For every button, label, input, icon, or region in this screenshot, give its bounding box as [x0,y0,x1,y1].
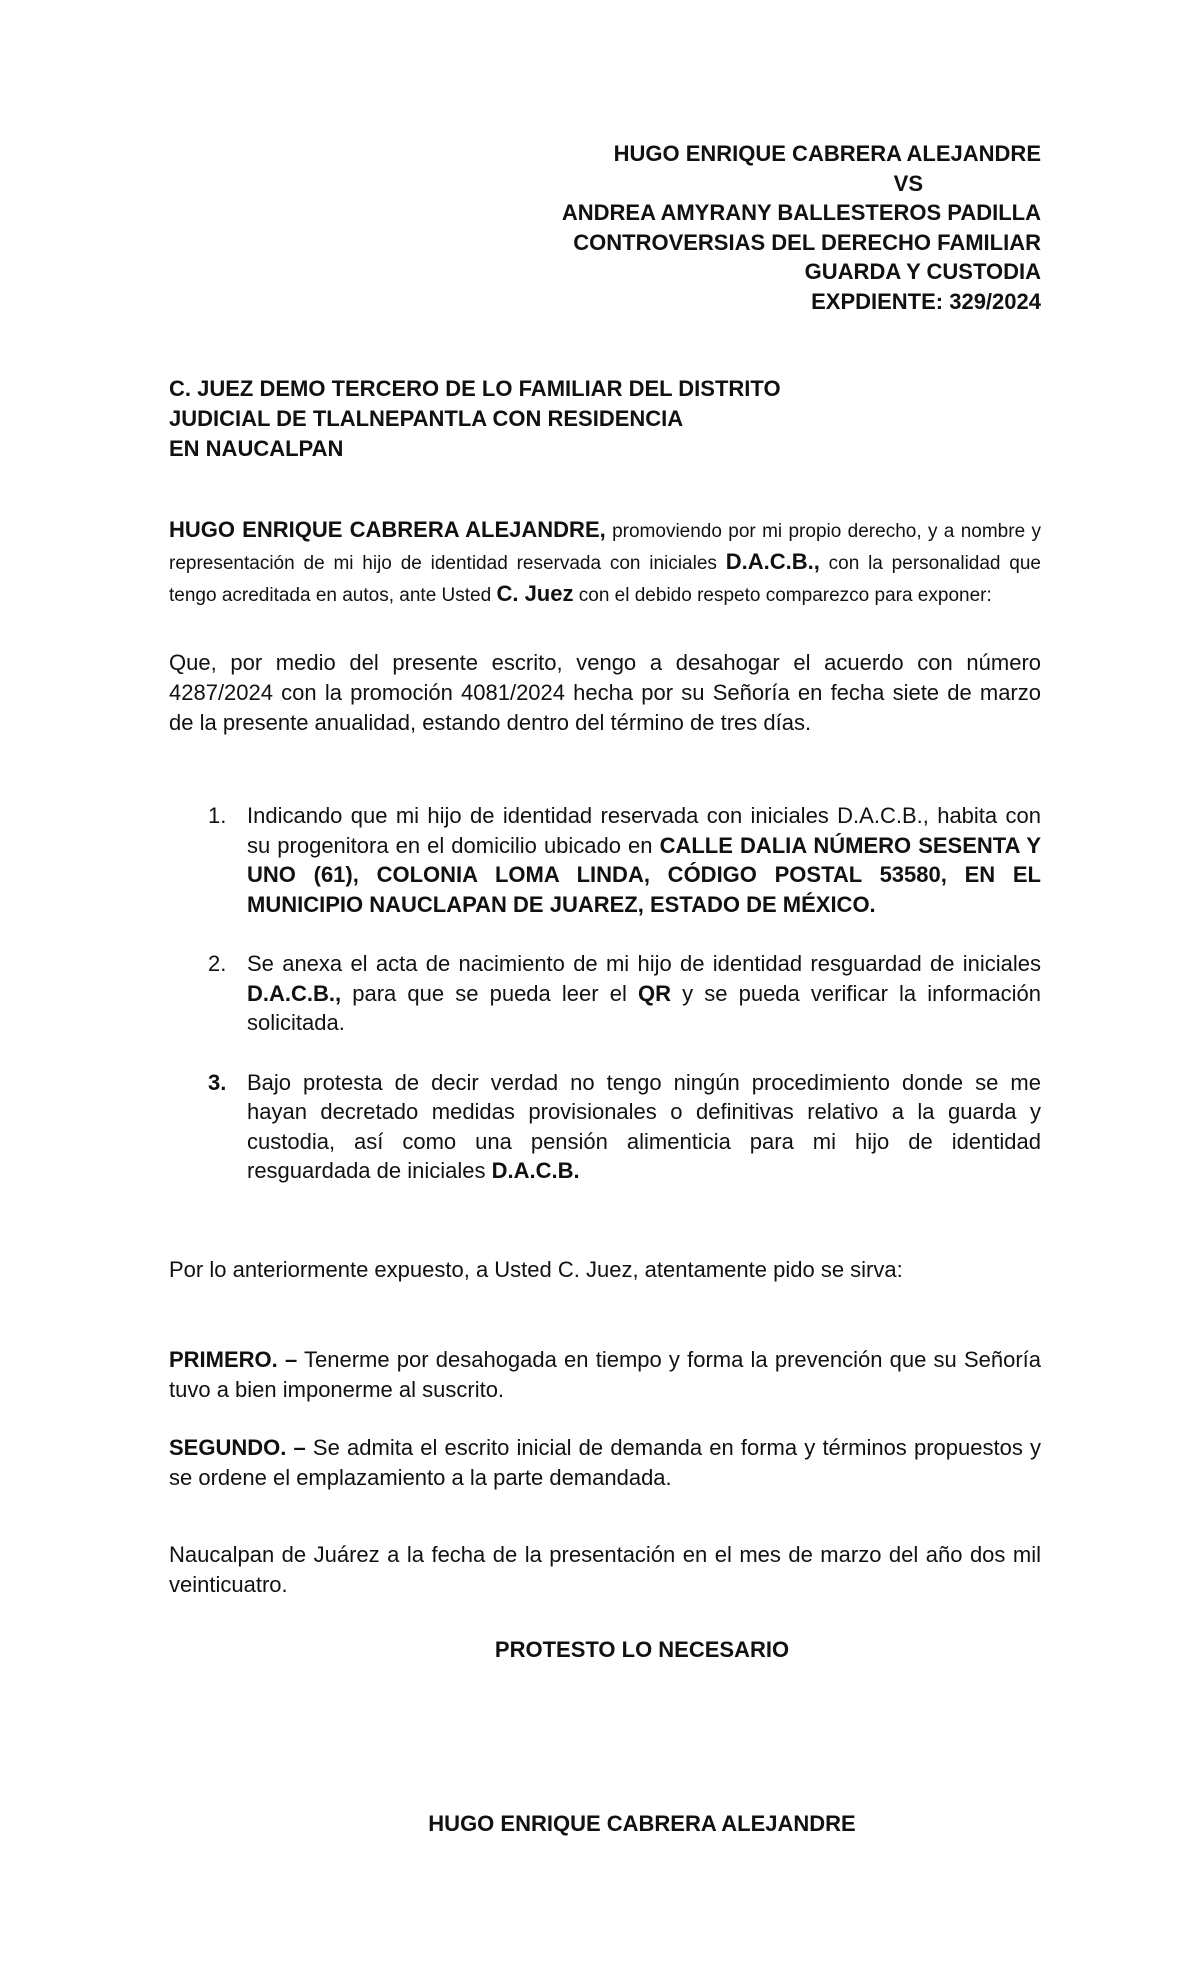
list-item-2-initials: D.A.C.B., [247,980,342,1006]
defendant-name: ANDREA AMYRANY BALLESTEROS PADILLA [561,200,1041,225]
petition-primero [169,1345,1041,1405]
closing-place-date: Naucalpan de Juárez a la fecha de la presentación en el mes de marzo del año dos mil veinticuatro. [169,1542,1041,1597]
list-item-2-qr: QR [637,980,671,1006]
list-item-1 [200,801,1041,919]
court-addressee [169,374,869,464]
case-type: CONTROVERSIAS DEL DERECHO FAMILIAR [573,229,1041,255]
addressee-line-3: EN NAUCALPAN [169,436,344,461]
list-item-2 [200,949,1041,1038]
primero-text: Tenerme por desahogada en tiempo y forma la prevención que su Señoría tuvo a bien imponerme al suscrito. [169,1347,1041,1402]
list-item-3-initials: D.A.C.B. [491,1158,580,1183]
case-header [341,139,1041,316]
segundo-text: Se admita el escrito inicial de demanda en forma y términos propuestos y se ordene el emplazamiento a la parte demandada. [169,1435,1042,1490]
addressee-line-2: JUDICIAL DE TLALNEPANTLA CON RESIDENCIA [169,406,684,431]
list-item-3-text: Bajo protesta de decir verdad no tengo ningún procedimiento donde se me hayan decretado medidas provisionales o definitivas relativo a la guarda y custodia, así como una pensión alimenticia para mi hijo de identidad resguardada de iniciales [247,1069,1041,1183]
intro-paragraph [169,515,1041,611]
intro-initials: D.A.C.B., [725,549,820,574]
case-subject: GUARDA Y CUSTODIA [804,259,1041,284]
list-number-3: 3. [208,1069,227,1095]
list-number-2: 2. [208,951,227,976]
list-item-2-text-2: para que se pueda leer el [341,980,638,1006]
signature-name: HUGO ENRIQUE CABRERA ALEJANDRE [428,1811,856,1836]
request-intro: Por lo anteriormente expuesto, a Usted C. Juez, atentamente pido se sirva: [169,1257,903,1282]
versus-label: VS [893,170,923,196]
body-paragraph-1: Que, por medio del presente escrito, vengo a desahogar el acuerdo con número 4287/2024 con la promoción 4081/2024 hecha por su Señoría en fecha siete de marzo de la presente anualidad, estando dentro del término de tres días. [169,650,1041,735]
plaintiff-name: HUGO ENRIQUE CABRERA ALEJANDRE [613,141,1041,166]
protest-statement: PROTESTO LO NECESARIO [494,1637,790,1662]
intro-judge: C. Juez [496,581,574,606]
segundo-label: SEGUNDO. – [169,1435,306,1460]
intro-text-2: con la personalidad que tengo acreditada en autos, ante Usted [169,553,1041,606]
list-item-3 [200,1068,1041,1186]
list-number-1: 1. [208,803,227,828]
primero-label: PRIMERO. – [169,1347,298,1372]
list-item-1-text: Indicando que mi hijo de identidad reservada con iniciales D.A.C.B., habita con su progenitora en el domicilio ubicado en [247,803,1041,858]
list-item-1-address: CALLE DALIA NÚMERO SESENTA Y UNO (61), COLONIA LOMA LINDA, CÓDIGO POSTAL 53580, EN EL MUNICIPIO NAUCLAPAN DE JUAREZ, ESTADO DE MÉXICO. [247,832,1041,917]
intro-text-3: con el debido respeto comparezco para exponer: [573,585,992,606]
intro-name: HUGO ENRIQUE CABRERA ALEJANDRE, [169,517,606,542]
numbered-list [200,801,1041,1216]
list-item-2-text-3: y se pueda verificar la información solicitada. [247,980,1042,1035]
petition-segundo [169,1433,1041,1493]
case-number: EXPDIENTE: 329/2024 [811,288,1041,314]
addressee-line-1: C. JUEZ DEMO TERCERO DE LO FAMILIAR DEL DISTRITO [169,376,781,401]
list-item-2-text-1: Se anexa el acta de nacimiento de mi hijo de identidad resguardad de iniciales [247,951,1041,976]
intro-text-1: promoviendo por mi propio derecho, y a nombre y representación de mi hijo de identidad reservada con iniciales [169,521,1041,574]
